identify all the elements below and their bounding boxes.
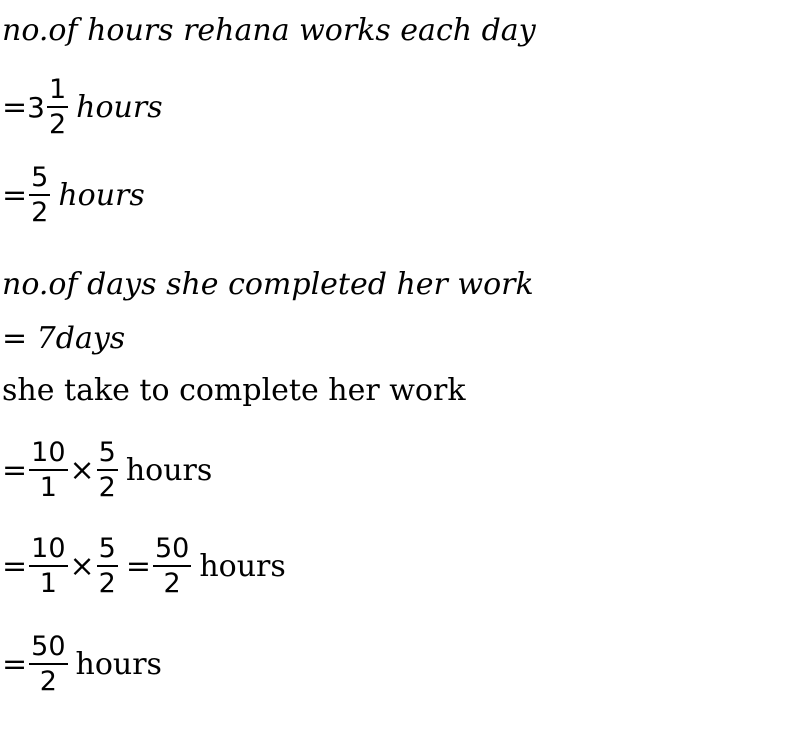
numerator: 50	[154, 533, 190, 564]
line-days-label	[2, 264, 534, 304]
fraction	[29, 633, 67, 695]
unit-text: hours	[75, 646, 162, 682]
numerator: 1	[48, 74, 67, 105]
line-text: no.of days she completed her work	[2, 266, 534, 302]
line-final-answer	[2, 626, 162, 702]
fraction-result	[153, 535, 191, 597]
numerator: 10	[31, 437, 66, 468]
line-improper-fraction	[2, 160, 145, 230]
line-multiplication-result	[2, 528, 286, 604]
denominator: 2	[163, 568, 181, 599]
unit-text: hours	[76, 89, 163, 125]
line-days-value	[2, 318, 125, 358]
denominator: 2	[39, 666, 57, 697]
line-text: = 7days	[2, 320, 126, 356]
fraction-second	[97, 439, 118, 501]
fraction-first	[29, 439, 67, 501]
unit-text: hours	[125, 452, 213, 488]
equals-sign: =	[2, 177, 28, 213]
equals-sign: =	[2, 452, 28, 488]
denominator: 1	[39, 568, 57, 599]
fraction-first	[29, 535, 67, 597]
line-text: no.of hours rehana works each day	[2, 12, 536, 48]
equals-sign: =	[2, 89, 28, 125]
times-sign: ×	[69, 452, 95, 488]
whole-number: 3	[27, 90, 45, 124]
numerator: 5	[98, 437, 116, 468]
equals-sign-second: =	[125, 548, 151, 584]
numerator: 5	[98, 533, 116, 564]
equals-sign: =	[2, 548, 28, 584]
denominator: 2	[31, 197, 49, 228]
line-total-label	[2, 370, 466, 410]
numerator: 5	[31, 162, 49, 193]
denominator: 2	[98, 472, 116, 503]
numerator: 50	[31, 631, 66, 662]
fraction	[29, 164, 50, 226]
line-hours-per-day-label	[2, 10, 536, 50]
denominator: 1	[39, 472, 57, 503]
equals-sign: =	[2, 646, 28, 682]
line-text: she take to complete her work	[2, 372, 466, 408]
unit-text: hours	[58, 177, 145, 213]
times-sign: ×	[69, 548, 95, 584]
fraction	[47, 76, 68, 138]
fraction-second	[97, 535, 118, 597]
line-multiplication	[2, 432, 212, 508]
denominator: 2	[98, 568, 116, 599]
unit-text: hours	[199, 548, 286, 584]
line-mixed-number	[2, 72, 163, 142]
numerator: 10	[31, 533, 66, 564]
denominator: 2	[48, 109, 67, 140]
